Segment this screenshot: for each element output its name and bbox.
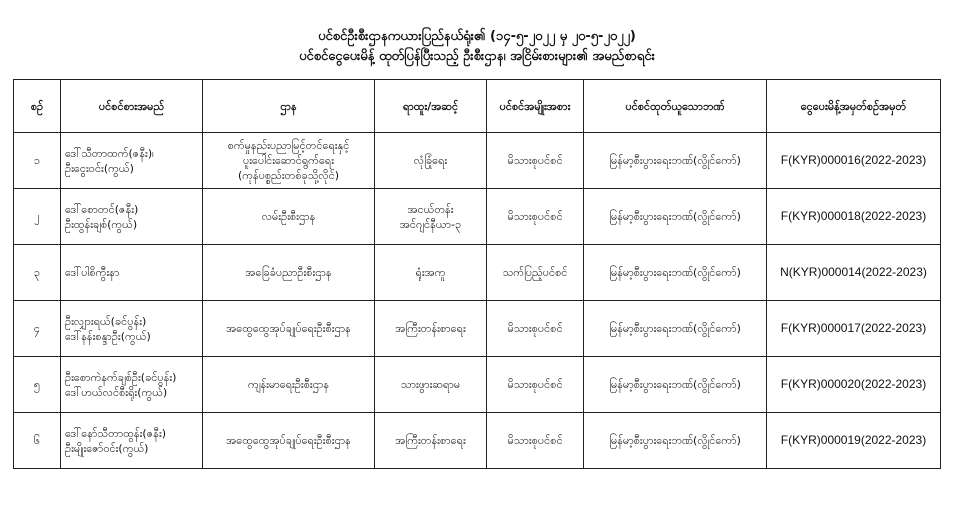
header-bank: ပင်စင်ထုတ်ယူသောဘဏ်: [584, 80, 767, 133]
table-row: [14, 189, 941, 245]
cell-bank: မြန်မာ့စီးပွားရေးဘဏ်(လွိုင်ကော်): [584, 413, 767, 469]
cell-no: ၁: [14, 133, 61, 189]
cell-department: ကျန်းမာရေးဦးစီးဌာန: [203, 357, 375, 413]
table-row: [14, 245, 941, 301]
cell-bank: မြန်မာ့စီးပွားရေးဘဏ်(လွိုင်ကော်): [584, 301, 767, 357]
cell-permit-no: F(KYR)000017(2022-2023): [767, 301, 941, 357]
header-department: ဌာန: [203, 80, 375, 133]
header-pension-type: ပင်စင်အမျိုးအစား: [487, 80, 584, 133]
cell-rank: သားဖွားဆရာမ: [375, 357, 487, 413]
cell-pension-type: သက်ပြည့်ပင်စင်: [487, 245, 584, 301]
cell-name: ဦးစောကဲနက်ချစ်ဦး(ခင်ပွန်း) ဒေါ်ဟယ်လင်စီးရိုး(ကွယ်): [61, 357, 203, 413]
table-row: [14, 133, 941, 189]
cell-name: ဒေါ်စောတင်(ဇနီး) ဦးထွန်းချစ်(ကွယ်): [61, 189, 203, 245]
cell-no: ၆: [14, 413, 61, 469]
cell-permit-no: F(KYR)000020(2022-2023): [767, 357, 941, 413]
header-no: စဉ်: [14, 80, 61, 133]
cell-department: စက်မှုနည်းပညာမြင့်တင်ရေးနှင့် ပူးပေါင်းဆောင်ရွက်ရေး (ကုန်ပစ္စည်းတစ်ခုသို့လိုင်): [203, 133, 375, 189]
cell-permit-no: F(KYR)000016(2022-2023): [767, 133, 941, 189]
cell-name: ဒေါ်သီတာထက်(ဇနီး)၊ ဦးငွေးဝင်း(ကွယ်): [61, 133, 203, 189]
cell-permit-no: F(KYR)000019(2022-2023): [767, 413, 941, 469]
cell-name: ဒေါ်နော်သီတာထွန်း(ဇနီး) ဦးမျိုးဇော်ဝင်း(ကွယ်): [61, 413, 203, 469]
table-row: [14, 301, 941, 357]
cell-name: ဦးလျှားရယ်(ခင်ပွန်း) ဒေါ်နန်းစန္ဒာဦး(ကွယ်): [61, 301, 203, 357]
cell-no: ၅: [14, 357, 61, 413]
header-rank: ရာထူး/အဆင့်: [375, 80, 487, 133]
cell-pension-type: မိသားစုပင်စင်: [487, 413, 584, 469]
cell-department: အထွေထွေအုပ်ချုပ်ရေးဦးစီးဌာန: [203, 413, 375, 469]
cell-department: အထွေထွေအုပ်ချုပ်ရေးဦးစီးဌာန: [203, 301, 375, 357]
document-title: ပင်စင်ဦးစီးဌာနကယားပြည်နယ်ရုံး၏ (၁၄-၅-၂၀၂၂ မှ ၂၀-၅-၂၀၂၂): [318, 29, 636, 44]
table-row: [14, 413, 941, 469]
cell-no: ၂: [14, 189, 61, 245]
header-permit-no: ငွေပေးမိန့်အမှတ်စဉ်အမှတ်: [767, 80, 941, 133]
cell-department: လမ်းဦးစီးဌာန: [203, 189, 375, 245]
cell-no: ၃: [14, 245, 61, 301]
cell-pension-type: မိသားစုပင်စင်: [487, 357, 584, 413]
cell-bank: မြန်မာ့စီးပွားရေးဘဏ်(လွိုင်ကော်): [584, 133, 767, 189]
cell-rank: အငယ်တန်း အင်ဂျင်နီယာ-၃: [375, 189, 487, 245]
cell-pension-type: မိသားစုပင်စင်: [487, 301, 584, 357]
table-row: [14, 357, 941, 413]
cell-bank: မြန်မာ့စီးပွားရေးဘဏ်(လွိုင်ကော်): [584, 245, 767, 301]
cell-rank: ရုံးအကူ: [375, 245, 487, 301]
cell-no: ၄: [14, 301, 61, 357]
table-header-row: [14, 80, 941, 133]
cell-bank: မြန်မာ့စီးပွားရေးဘဏ်(လွိုင်ကော်): [584, 189, 767, 245]
cell-name: ဒေါ်ပါစိကွီးနာ: [61, 245, 203, 301]
pensioner-table: [13, 79, 941, 469]
cell-pension-type: မိသားစုပင်စင်: [487, 189, 584, 245]
document-subtitle: ပင်စင်ငွေပေးမိန့် ထုတ်ပြန်ပြီးသည့် ဦးစီးဌာန၊ အငြိမ်းစားများ၏ အမည်စာရင်း: [299, 49, 655, 64]
cell-pension-type: မိသားစုပင်စင်: [487, 133, 584, 189]
cell-rank: အကြီးတန်းစာရေး: [375, 413, 487, 469]
cell-department: အခြေခံပညာဦးစီးဌာန: [203, 245, 375, 301]
cell-rank: အကြီးတန်းစာရေး: [375, 301, 487, 357]
cell-bank: မြန်မာ့စီးပွားရေးဘဏ်(လွိုင်ကော်): [584, 357, 767, 413]
header-name: ပင်စင်စားအမည်: [61, 80, 203, 133]
cell-permit-no: F(KYR)000018(2022-2023): [767, 189, 941, 245]
cell-permit-no: N(KYR)000014(2022-2023): [767, 245, 941, 301]
cell-rank: လုံခြုံရေး: [375, 133, 487, 189]
